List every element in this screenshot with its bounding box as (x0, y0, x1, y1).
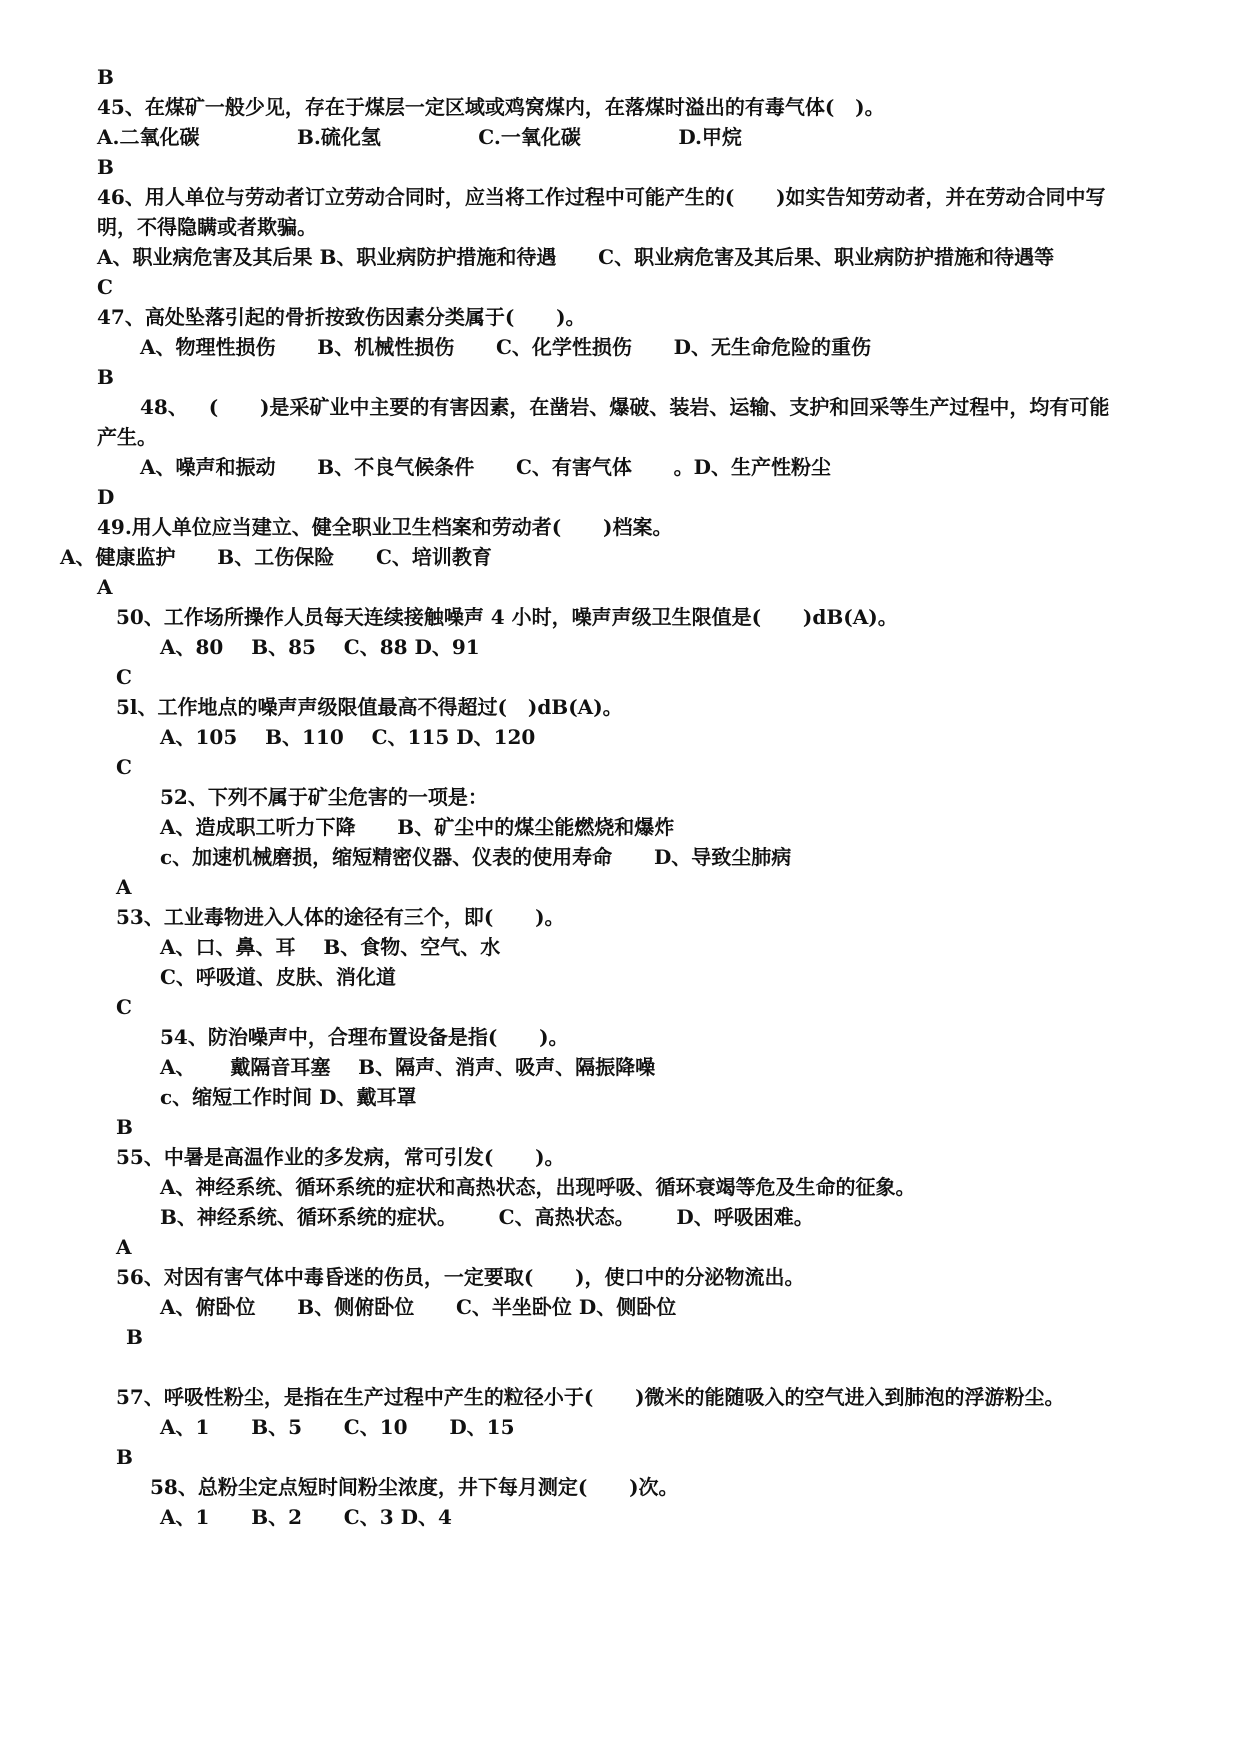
question-48-cont: 产生。 (97, 425, 157, 449)
answer-56: B (126, 1325, 143, 1349)
options-49: A、健康监护 B、工伤保险 C、培训教育 (60, 545, 492, 569)
options-53-b: C、呼吸道、皮肤、消化道 (160, 965, 396, 989)
answer-55: A (116, 1235, 132, 1259)
options-54-b: c、缩短工作时间 D、戴耳罩 (160, 1085, 417, 1109)
answer-49: A (97, 575, 113, 599)
answer-50: C (116, 665, 132, 689)
question-45: 45、在煤矿一般少见，存在于煤层一定区域或鸡窝煤内，在落煤时溢出的有毒气体( )。 (97, 95, 885, 119)
question-46: 46、用人单位与劳动者订立劳动合同时，应当将工作过程中可能产生的( )如实告知劳动者，并在劳动合同中写 (97, 185, 1106, 209)
options-58: A、1 B、2 C、3 D、4 (160, 1505, 452, 1529)
question-52: 52、下列不属于矿尘危害的一项是： (160, 785, 488, 809)
options-45: A.二氧化碳 B.硫化氢 C.一氧化碳 D.甲烷 (97, 125, 742, 149)
answer-51: C (116, 755, 132, 779)
question-56: 56、对因有害气体中毒昏迷的伤员，一定要取( )，使口中的分泌物流出。 (116, 1265, 805, 1289)
options-54-a: A、 戴隔音耳塞 B、隔声、消声、吸声、隔振降噪 (160, 1055, 656, 1079)
options-57: A、1 B、5 C、10 D、15 (160, 1415, 515, 1439)
options-56: A、俯卧位 B、侧俯卧位 C、半坐卧位 D、侧卧位 (160, 1295, 677, 1319)
answer-53: C (116, 995, 132, 1019)
answer-57: B (116, 1445, 133, 1469)
question-49: 49.用人单位应当建立、健全职业卫生档案和劳动者( )档案。 (97, 515, 673, 539)
options-46: A、职业病危害及其后果 B、职业病防护措施和待遇 C、职业病危害及其后果、职业病防护措施和待遇等 (97, 245, 1055, 269)
answer-47: B (97, 365, 114, 389)
question-46-cont: 明，不得隐瞒或者欺骗。 (97, 215, 317, 239)
options-55-b: B、神经系统、循环系统的症状。 C、高热状态。 D、呼吸困难。 (160, 1205, 814, 1229)
answer-48: D (97, 485, 115, 509)
question-47: 47、高处坠落引起的骨折按致伤因素分类属于( )。 (97, 305, 586, 329)
options-52-b: c、加速机械磨损，缩短精密仪器、仪表的使用寿命 D、导致尘肺病 (160, 845, 792, 869)
question-51: 5l、工作地点的噪声声级限值最高不得超过( )dB(A)。 (116, 695, 623, 719)
options-50: A、80 B、85 C、88 D、91 (160, 635, 480, 659)
question-55: 55、中暑是高温作业的多发病，常可引发( )。 (116, 1145, 565, 1169)
answer-54: B (116, 1115, 133, 1139)
options-51: A、105 B、110 C、115 D、120 (160, 725, 536, 749)
answer-44: B (97, 65, 114, 89)
answer-45: B (97, 155, 114, 179)
question-48: 48、 ( )是采矿业中主要的有害因素，在凿岩、爆破、装岩、运输、支护和回采等生产过程中，均有可能 (140, 395, 1110, 419)
question-53: 53、工业毒物进入人体的途径有三个，即( )。 (116, 905, 565, 929)
answer-52: A (116, 875, 132, 899)
question-58: 58、总粉尘定点短时间粉尘浓度，井下每月测定( )次。 (150, 1475, 679, 1499)
options-47: A、物理性损伤 B、机械性损伤 C、化学性损伤 D、无生命危险的重伤 (140, 335, 872, 359)
options-55-a: A、神经系统、循环系统的症状和高热状态，出现呼吸、循环衰竭等危及生命的征象。 (160, 1175, 916, 1199)
answer-46: C (97, 275, 113, 299)
options-53-a: A、口、鼻、耳 B、食物、空气、水 (160, 935, 501, 959)
question-57: 57、呼吸性粉尘，是指在生产过程中产生的粒径小于( )微米的能随吸入的空气进入到肺泡的浮游粉尘。 (116, 1385, 1065, 1409)
options-48: A、噪声和振动 B、不良气候条件 C、有害气体 。D、生产性粉尘 (140, 455, 832, 479)
question-54: 54、防治噪声中，合理布置设备是指( )。 (160, 1025, 569, 1049)
question-50: 50、工作场所操作人员每天连续接触噪声 4 小时，噪声声级卫生限值是( )dB(A)。 (116, 605, 898, 629)
options-52-a: A、造成职工听力下降 B、矿尘中的煤尘能燃烧和爆炸 (160, 815, 675, 839)
